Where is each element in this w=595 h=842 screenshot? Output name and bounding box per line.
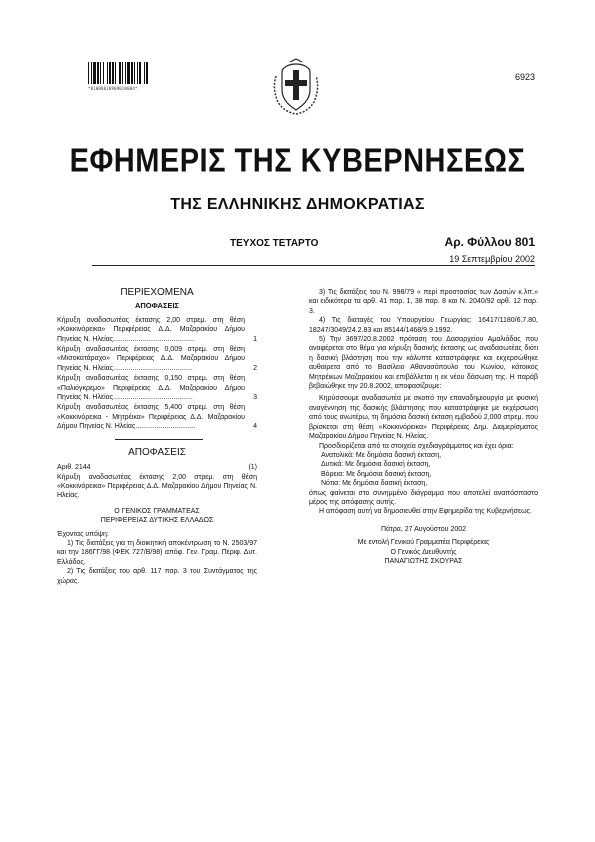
authority-line-2: ΠΕΡΙΦΕΡΕΙΑΣ ΔΥΤΙΚΗΣ ΕΛΛΑΔΟΣ [100,517,214,525]
toc-item[interactable] [57,316,257,344]
gazette-subtitle: ΤΗΣ ΕΛΛΗΝΙΚΗΣ ΔΗΜΟΚΡΑΤΙΑΣ [170,196,425,213]
authority-line-1: Ο ΓΕΝΙΚΟΣ ΓΡΑΜΜΑΤΕΑΣ [114,507,200,515]
paragraph-1: 1) Τις διατάξεις για τη διοικητική αποκέντρωση το Ν. 2503/97 και την 186ΓΓ/98 (ΦΕΚ 727/Β/98) απόφ. Γεν. Γραμ. Περιφ. Δυτ. Ελλάδος. [57,539,257,566]
signature-line-2: Ο Γενικός Διευθυντής [390,548,457,556]
decision-summary: Κήρυξη αναδασωτέας έκτασης 2,00 στρεμ. στη θέση «Κοκκινόρεικα» Περιφέρειας Δ.Δ. Μαζαρακίου Δήμου Πηνείας Ν. Ηλείας. [57,473,257,500]
paragraph-5: 5) Την 3697/20.8.2002 πρόταση του Δασαρχείου Αμαλιάδας που αναφέρεται στο θέμα για κήρυξη δασικής έκτασης ως αναδασωτέας διότι η δασική βλάστηση που την κάλυπτε καταστράφηκε και εκχερσώθηκε αυθαίρετα από το Βασίλειο Αθανασόπουλο του Κωνίου, κάτοικος Μητρέικων Μαζαρακίου και επιβάλλεται η εκ νέου δάσωση της. Η παράβ βεβαιώθηκε την 20.8.2002, αποφασίζουμε: [309,336,538,391]
bound-west: Δυτικά: Με δημόσια δασική έκταση, [321,461,431,469]
greek-coat-of-arms-icon [270,58,322,116]
paragraph-8: όπως φαίνεται στο συνημμένο διάγραμμα που αποτελεί αναπόσπαστο μέρος της απόφασης αυτής. [309,489,538,506]
paragraph-3: 3) Τις διατάξεις του Ν. 998/79 « περί προστασίας των Δασών κ.λπ.» και ειδικότερα τα αρθ. 41 παρ. 1, 38 παρ. 8 και Ν. 2040/92 αρθ. 12 παρ. 3. [309,289,538,315]
decision-number-row [57,463,257,472]
page-number: 6923 [514,72,535,82]
paragraph-6: Κηρύσσουμε αναδασωτέα με σκοπό την επαναδημιουργία με φυσική αναγέννηση της δασικής βλάστησης που καταστράφηκε με εκχέρσωση από τους ανωτέρω, τη δημόσια δασική έκταση εμβαδού 2,000 στρεμ. που βρίσκεται στη θέση «Κοκκινόρεικα» Περιφέρειας Δημ. Διαμερίσματος Μαζαρακίου Δήμου Πηνείας Ν. Ηλείας. [309,395,538,441]
decisions-heading: ΑΠΟΦΑΣΕΙΣ [128,446,186,458]
left-column [57,288,257,586]
toc-item-text: Κήρυξη αναδασωτέας έκτασης 0,150 στρεμ. στη θέση «Παλιόγκρεμο» Περιφέρειας Δ.Δ. Μαζαρακίου Δήμου Πηνείας Ν. Ηλείας......................................... [57,375,245,402]
section-divider [115,439,203,440]
toc-item-page: 1 [253,335,257,343]
barcode-icon [88,62,182,84]
bound-east: Ανατολικά: Με δημόσια δασική έκταση, [321,451,442,459]
decision-ref: (1) [248,464,257,472]
toc-item-text: Κήρυξη αναδασωτέας έκτασης 0,009 στρεμ. στη θέση «Μισοκατάραχο» Περιφέρειας Δ.Δ. Μαζαρακίου Δήμου Πηνείας Ν. Ηλείας......................................... [57,346,245,372]
bound-north: Βόρεια: Με δημόσια δασική έκταση, [321,470,432,478]
gazette-title: ΕΦΗΜΕΡΙΣ ΤΗΣ ΚΥΒΕΡΝΗΣΕΩΣ [69,142,526,180]
issue-date: 19 Σεπτεμβρίου 2002 [449,254,535,264]
toc-item[interactable] [57,374,257,402]
header-divider [92,265,535,266]
sheet-number: Αρ. Φύλλου 801 [444,235,535,249]
toc-item-text: Κήρυξη αναδασωτέας έκτασης 5,400 στρεμ. στη θέση «Κοκκινόρεικα - Μητρέικα» Περιφέρειας Δ.Δ. Μαζαρακίου Δήμου Πηνείας Ν. Ηλείας............................... [57,404,245,431]
signatory-name: ΠΑΝΑΓΙΩΤΗΣ ΣΚΟΥΡΑΣ [384,557,463,565]
toc-item-text: Κήρυξη αναδασωτέας έκτασης 2,00 στρεμ. στη θέση «Κοκκινόρεικα» Περιφέρειας Δ.Δ. Μαζαρακίου Δήμου Πηνείας Ν. Ηλείας.......................................... [57,316,245,343]
paragraph-4: 4) Τις διαταγές του Υπουργείου Γεωργίας: 16417/1180/6.7.80, 18247/3049/24.2.83 και 85144/1468/9.9.1992. [309,317,538,334]
paragraph-7: Προσδιορίζεται από τα στοιχεία σχεδιαγράμματος και έχει όρια: [319,442,514,450]
toc-item-page: 3 [253,394,257,402]
toc-item[interactable] [57,403,257,431]
toc-item[interactable] [57,345,257,373]
decision-number: Αριθ. 2144 [57,464,91,472]
place-date: Πάτρα, 27 Αυγούστου 2002 [380,525,467,533]
issue-label: ΤΕΥΧΟΣ ΤΕΤΑΡΤΟ [230,238,319,249]
signature-line-1: Με εντολή Γενικού Γραμματέα Περιφέρειας [357,539,490,547]
toc-subheading: ΑΠΟΦΑΣΕΙΣ [134,301,180,311]
considering-label: Έχοντας υπόψη: [57,530,109,538]
toc-heading: ΠΕΡΙΕΧΟΜΕΝΑ [120,287,194,298]
paragraph-2: 2) Τις διατάξεις του αρθ. 117 παρ. 3 του Συντάγματος της χώρας. [57,568,257,585]
bound-south: Νότια: Με δημόσια δασική έκταση, [321,480,428,488]
toc-item-page: 2 [253,364,257,372]
barcode-text: *01008010909020004* [88,86,138,91]
toc-item-page: 4 [253,423,257,431]
right-column [309,288,538,566]
paragraph-9: Η απόφαση αυτή να δημοσιευθεί στην Εφημερίδα της Κυβερνήσεως. [319,508,532,516]
